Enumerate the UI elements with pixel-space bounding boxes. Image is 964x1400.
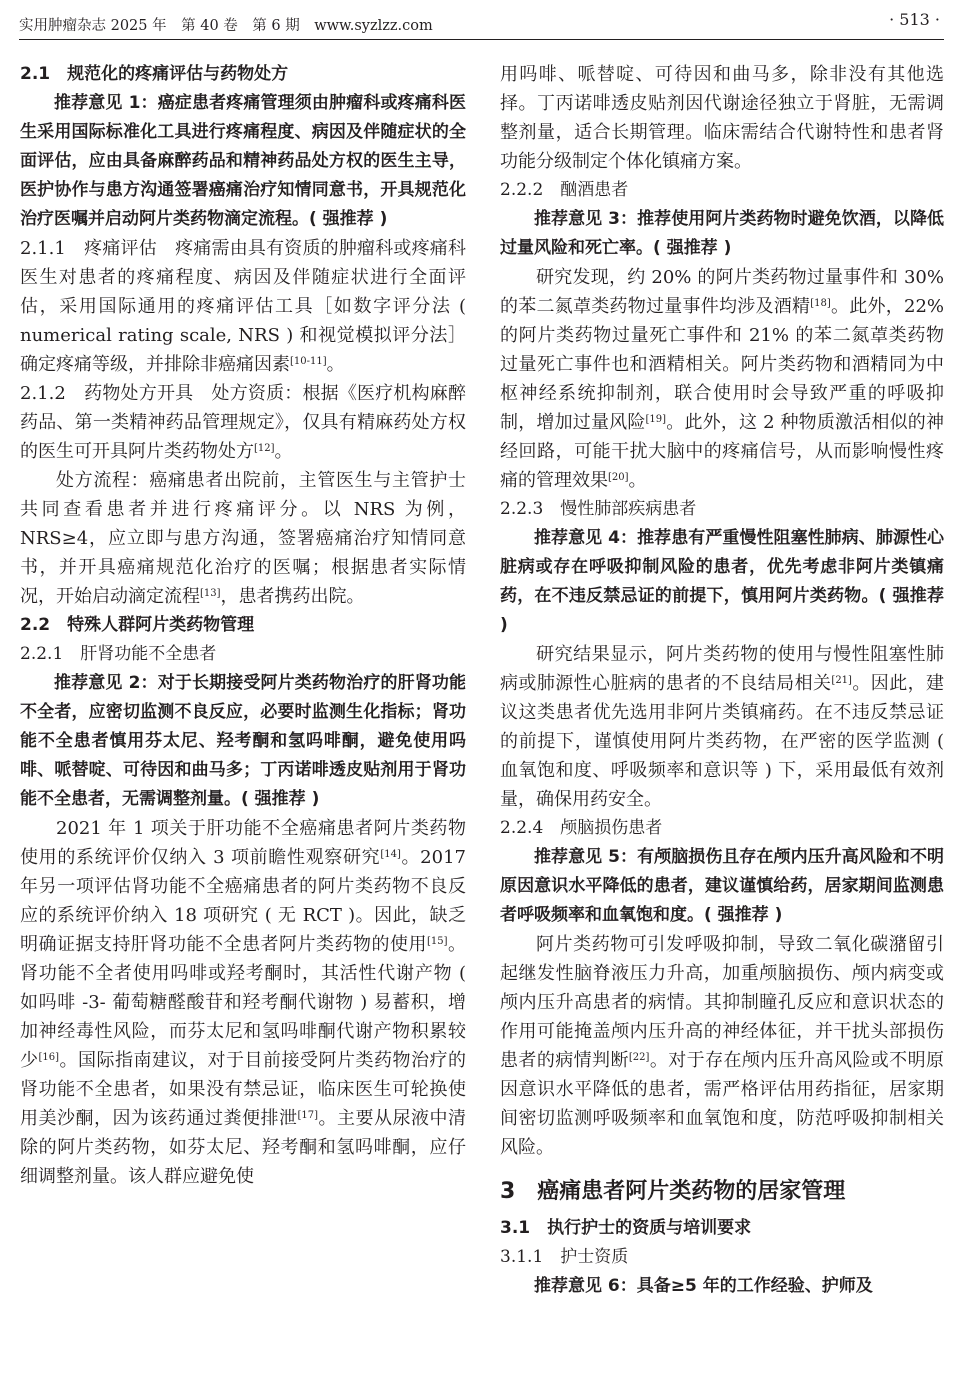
paragraph-brain-injury: 阿片类药物可引发呼吸抑制，导致二氧化碳潴留引起继发性脑脊液压力升高，加重颅脑损伤、颅内病变或颅内压升高患者的病情。其抑制瞳孔反应和意识状态的作用可能掩盖颅内压升高的神经体征，并干扰头部损伤患者的病情判断[22]。对于存在颅内压升高风险或不明原因意识水平降低的患者，需严格评估用药指征，居家期间密切监测呼吸频率和血氧饱和度，防范呼吸抑制相关风险。: [500, 934, 945, 1158]
citation: [22]: [628, 1052, 650, 1063]
page-number: · 513 ·: [889, 10, 940, 29]
paragraph-lung: 研究结果显示，阿片类药物的使用与慢性阻塞性肺病或肺源性心脏病的患者的不良结局相关[21]。因此，建议这类患者优先选用非阿片类镇痛药。在不违反禁忌证的前提下，谨慎使用阿片类药物，在严密的医学监测 ( 血氧饱和度、呼吸频率和意识等 ) 下，采用最低有效剂量，确保用药安全。: [500, 644, 945, 810]
recommendation-5: 推荐意见 5：有颅脑损伤且存在颅内压升高风险和不明原因意识水平降低的患者，建议谨慎给药，居家期间监测患者呼吸频率和血氧饱和度。( 强推荐 ): [500, 847, 944, 925]
section-heading-2-1: 2.1 规范化的疼痛评估与药物处方: [20, 64, 289, 84]
citation: [21]: [831, 675, 852, 686]
recommendation-1: 推荐意见 1：癌症患者疼痛管理须由肿瘤科或疼痛科医生采用国际标准化工具进行疼痛程度、病因及伴随症状的全面评估，应由具备麻醉药品和精神药品处方权的医生主导，医护协作与患方沟通签署癌痛治疗知情同意书，开具规范化治疗医嘱并启动阿片类药物滴定流程。( 强推荐 ): [20, 93, 466, 229]
subsection-heading-3-1-1: 3.1.1 护士资质: [500, 1247, 629, 1267]
recommendation-4: 推荐意见 4：推荐患有严重慢性阻塞性肺病、肺源性心脏病或存在呼吸抑制风险的患者，优先考虑非阿片类镇痛药，在不违反禁忌证的前提下，慎用阿片类药物。( 强推荐 ): [500, 528, 944, 635]
citation: [17]: [297, 1110, 319, 1121]
paragraph-continued: 用吗啡、哌替啶、可待因和曲马多，除非没有其他选择。丁丙诺啡透皮贴剂因代谢途径独立于肾脏，无需调整剂量，适合长期管理。临床需结合代谢特性和患者肾功能分级制定个体化镇痛方案。: [500, 64, 944, 172]
citation: [12]: [254, 443, 275, 454]
recommendation-2: 推荐意见 2：对于长期接受阿片类药物治疗的肝肾功能不全者，应密切监测不良反应，必要时监测生化指标；肾功能不全患者慎用芬太尼、羟考酮和氢吗啡酮，避免使用吗啡、哌替啶、可待因和曲马多；丁丙诺啡透皮贴剂用于肾功能不全患者，无需调整剂量。( 强推荐 ): [20, 673, 466, 809]
subsection-heading-2-2-1: 2.2.1 肝肾功能不全患者: [20, 644, 217, 664]
paragraph-2-1-1: 2.1.1 疼痛评估 疼痛需由具有资质的肿瘤科或疼痛科医生对患者的疼痛程度、病因及伴随症状进行全面评估，采用国际通用的疼痛评估工具［如数字评分法 ( numerical rating scale, NRS ) 和视觉模拟评分法］确定疼痛等级，并排除非癌痛因素[10-11]。: [20, 238, 466, 375]
paragraph-2-1-2: 2.1.2 药物处方开具 处方资质：根据《医疗机构麻醉药品、第一类精神药品管理规定》，仅具有精麻药处方权的医生可开具阿片类药物处方[12]。: [20, 383, 466, 462]
paragraph-alcohol: 研究发现，约 20% 的阿片类药物过量事件和 30% 的苯二氮䓬类药物过量事件均涉及酒精[18]。此外，22% 的阿片类药物过量死亡事件和 21% 的苯二氮䓬类药物过量死亡事件也和酒精相关。阿片类药物和酒精同为中枢神经系统抑制剂，联合使用时会导致严重的呼吸抑制，增加过量风险[19]。此外，这 2 种物质激活相似的神经回路，可能干扰大脑中的疼痛信号，从而影响慢性疼痛的管理效果[20]。: [500, 267, 944, 491]
citation: [14]: [380, 849, 401, 860]
section-heading-3-1: 3.1 执行护士的资质与培训要求: [500, 1218, 752, 1238]
subsection-heading-2-2-2: 2.2.2 酗酒患者: [500, 180, 629, 200]
citation: [15]: [426, 936, 448, 947]
citation: [20]: [608, 472, 629, 483]
running-header: 实用肿瘤杂志 2025 年 第 40 卷 第 6 期 www.syzlzz.com: [19, 18, 433, 34]
section-heading-3: 3 癌痛患者阿片类药物的居家管理: [500, 1179, 846, 1204]
subsection-heading-2-2-3: 2.2.3 慢性肺部疾病患者: [500, 499, 697, 519]
header-rule: [19, 39, 944, 40]
left-column: [20, 60, 466, 1191]
paragraph-prescription-flow: 处方流程：癌痛患者出院前，主管医生与主管护士共同查看患者并进行疼痛评分。以 NRS 为例，NRS≥4，应立即与患方沟通，签署癌痛治疗知情同意书，并开具癌痛规范化治疗的医嘱；根据患者实际情况，开始启动滴定流程[13]，患者携药出院。: [20, 470, 466, 607]
subsection-heading-2-2-4: 2.2.4 颅脑损伤患者: [500, 818, 663, 838]
citation: [16]: [38, 1052, 60, 1063]
paragraph-liver-kidney: 2021 年 1 项关于肝功能不全癌痛患者阿片类药物使用的系统评价仅纳入 3 项前瞻性观察研究[14]。2017 年另一项评估肾功能不全癌痛患者的阿片类药物不良反应的系统评价纳入 18 项研究 ( 无 RCT )。因此，缺乏明确证据支持肝肾功能不全患者阿片类药物的使用[15]。肾功能不全者使用吗啡或羟考酮时，其活性代谢产物 ( 如吗啡 -3- 葡萄糖醛酸苷和羟考酮代谢物 ) 易蓄积，增加神经毒性风险，而芬太尼和氢吗啡酮代谢产物积累较少[16]。国际指南建议，对于目前接受阿片类药物治疗的肾功能不全患者，如果没有禁忌证，临床医生可轮换使用美沙酮，因为该药通过粪便排泄[17]。主要从尿液中清除的阿片类药物，如芬太尼、羟考酮和氢吗啡酮，应仔细调整剂量。该人群应避免使: [20, 818, 467, 1187]
citation: [13]: [200, 588, 221, 599]
citation: [18]: [810, 298, 831, 309]
citation: [19]: [645, 414, 667, 425]
recommendation-3: 推荐意见 3：推荐使用阿片类药物时避免饮酒，以降低过量风险和死亡率。( 强推荐 ): [500, 209, 944, 258]
right-column: [500, 60, 944, 1301]
citation: [10-11]: [290, 356, 327, 367]
section-heading-2-2: 2.2 特殊人群阿片类药物管理: [20, 615, 255, 635]
recommendation-6: 推荐意见 6：具备≥5 年的工作经验、护师及: [534, 1276, 873, 1296]
